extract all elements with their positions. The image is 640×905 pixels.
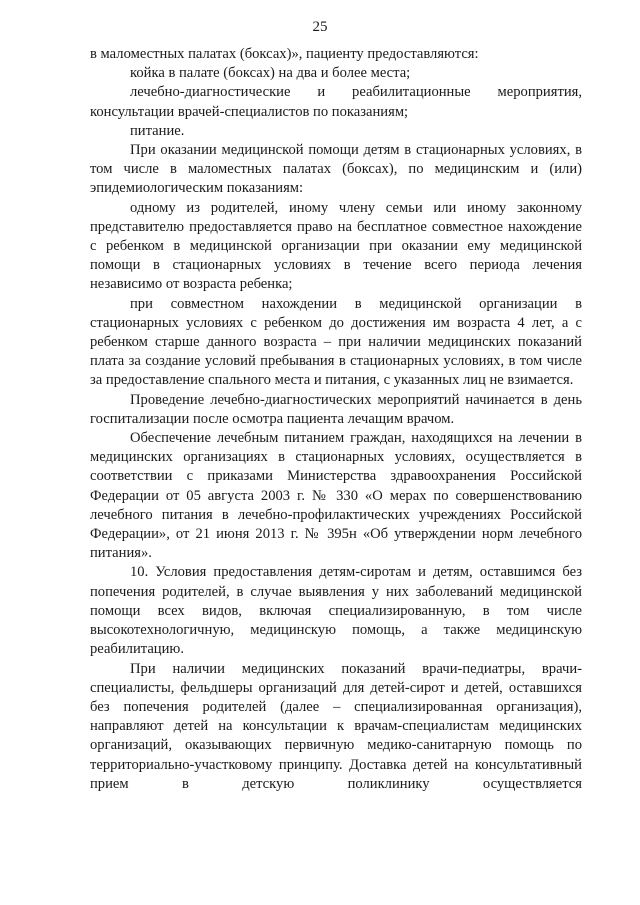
list-item-bed: койка в палате (боксах) на два и более места; — [130, 65, 411, 82]
list-item-nutrition: питание. — [130, 122, 185, 139]
document-body — [90, 45, 582, 794]
page-number: 25 — [312, 19, 328, 35]
paragraph-referrals: При наличии медицинских показаний врачи-педиатры, врачи-специалисты, фельдшеры организаций для детей-сирот и детей, оставшихся без попечения родителей (далее – специализированная организация), направляют детей на консультации к врачам-специалистам медицинских организаций, оказывающих первичную медико-санитарную помощь по территориально-участковому принципу. Доставка детей на консультативный прием в детскую поликлинику осуществляется — [90, 660, 582, 792]
paragraph-no-fee: при совместном нахождении в медицинской организации в стационарных условиях с ребенком до достижения им возраста 4 лет, а с ребенком старше данного возраста – при наличии медицинских показаний плата за создание условий пребывания в стационарных условиях, в том числе за предоставление спального места и питания, с указанных лиц не взимается. — [90, 295, 582, 389]
paragraph-parent-right: одному из родителей, иному члену семьи или иному законному представителю предоставляется право на бесплатное совместное нахождение с ребенком в медицинской организации при оказании ему медицинской помощи в стационарных условиях в течение всего периода лечения независимо от возраста ребенка; — [90, 199, 582, 293]
paragraph-diagnostics: Проведение лечебно-диагностических мероприятий начинается в день госпитализации после осмотра пациента лечащим врачом. — [90, 391, 582, 427]
list-item-procedures: лечебно-диагностические и реабилитационные мероприятия, консультации врачей-специалистов по показаниям; — [90, 84, 582, 120]
paragraph-children-care: При оказании медицинской помощи детям в стационарных условиях, в том числе в маломестных палатах (боксах), по медицинским и (или) эпидемиологическим показаниям: — [90, 142, 582, 197]
paragraph-section-10: 10. Условия предоставления детям-сиротам и детям, оставшимся без попечения родителей, в случае выявления у них заболеваний медицинской помощи всех видов, включая специализированную, в том числе высокотехнологичную, медицинскую помощь, а также медицинскую реабилитацию. — [90, 564, 582, 658]
paragraph-continuation: в маломестных палатах (боксах)», пациенту предоставляются: — [90, 46, 479, 62]
paragraph-nutrition-orders: Обеспечение лечебным питанием граждан, находящихся на лечении в медицинских организациях в стационарных условиях, осуществляется в соответствии с приказами Министерства здравоохранения Российской Федерации от 05 августа 2003 г. № 330 «О мерах по совершенствованию лечебного питания в лечебно-профилактических учреждениях Российской Федерации», от 21 июня 2013 г. № 395н «Об утверждении норм лечебного питания». — [90, 430, 582, 562]
